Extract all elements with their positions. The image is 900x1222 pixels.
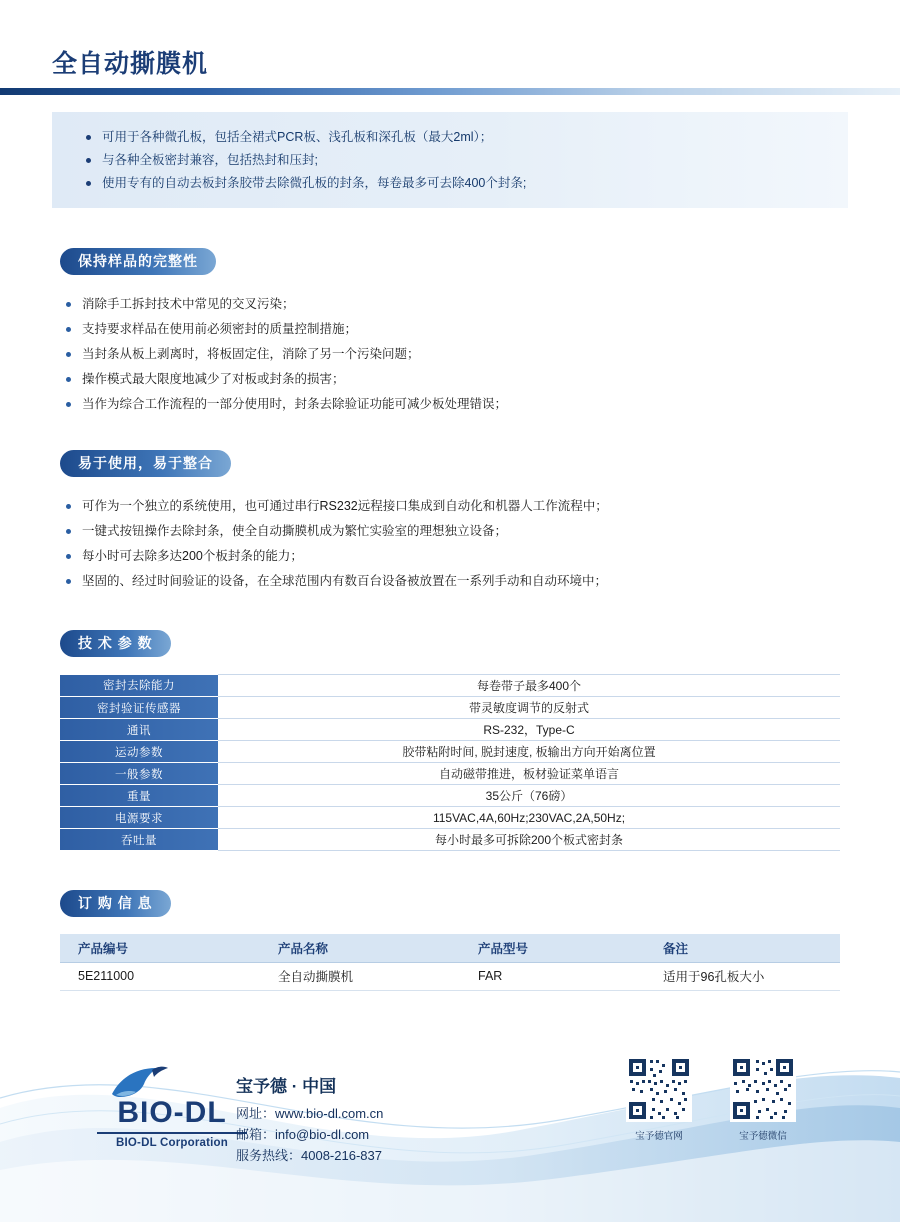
table-row bbox=[60, 962, 840, 990]
header-divider bbox=[0, 88, 900, 95]
column-header-product-model: 产品型号 bbox=[460, 934, 645, 962]
list-item: 当作为综合工作流程的一部分使用时，封条去除验证功能可减少板处理错误； bbox=[60, 392, 850, 417]
section-heading-integrity: 保持样品的完整性 bbox=[60, 248, 216, 275]
spec-key: 密封验证传感器 bbox=[60, 697, 218, 719]
spec-table bbox=[60, 674, 840, 851]
table-row bbox=[60, 763, 840, 785]
column-header-product-name: 产品名称 bbox=[260, 934, 460, 962]
column-header-remark: 备注 bbox=[645, 934, 840, 962]
table-row bbox=[60, 697, 840, 719]
contact-block bbox=[236, 1072, 383, 1166]
footer bbox=[0, 1038, 900, 1222]
table-row bbox=[60, 741, 840, 763]
list-item: 可用于各种微孔板，包括全裙式PCR板、浅孔板和深孔板（最大2ml）； bbox=[86, 126, 848, 149]
table-row bbox=[60, 785, 840, 807]
spec-value: 每小时最多可拆除200个板式密封条 bbox=[218, 829, 840, 851]
section-heading-order: 订 购 信 息 bbox=[60, 890, 171, 917]
qr-caption-wechat: 宝予德微信 bbox=[739, 1131, 787, 1142]
company-logo bbox=[92, 1096, 252, 1149]
spec-key: 一般参数 bbox=[60, 763, 218, 785]
company-hotline: 服务热线：4008-216-837 bbox=[236, 1148, 382, 1163]
company-email: 邮箱：info@bio-dl.com bbox=[236, 1127, 370, 1142]
table-row bbox=[60, 675, 840, 697]
spec-key: 电源要求 bbox=[60, 807, 218, 829]
spec-key: 密封去除能力 bbox=[60, 675, 218, 697]
list-item: 操作模式最大限度地减少了对板或封条的损害； bbox=[60, 367, 850, 392]
qr-caption-website: 宝予德官网 bbox=[635, 1131, 683, 1142]
table-row bbox=[60, 829, 840, 851]
section-heading-usability: 易于使用，易于整合 bbox=[60, 450, 231, 477]
spec-key: 吞吐量 bbox=[60, 829, 218, 851]
list-item: 每小时可去除多达200个板封条的能力； bbox=[60, 544, 850, 569]
table-row bbox=[60, 807, 840, 829]
section-list-usability bbox=[60, 494, 850, 594]
page-title: 全自动撕膜机 bbox=[52, 50, 209, 78]
section-heading-specs: 技 术 参 数 bbox=[60, 630, 171, 657]
spec-value: RS-232，Type-C bbox=[218, 719, 840, 741]
list-item: 消除手工拆封技术中常见的交叉污染； bbox=[60, 292, 850, 317]
list-item: 与各种全板密封兼容，包括热封和压封; bbox=[86, 149, 848, 172]
spec-value: 胶带粘附时间, 脱封速度, 板输出方向开始离位置 bbox=[218, 741, 840, 763]
dolphin-logo-icon bbox=[108, 1064, 170, 1100]
list-item: 支持要求样品在使用前必须密封的质量控制措施； bbox=[60, 317, 850, 342]
list-item: 当封条从板上剥离时，将板固定住，消除了另一个污染问题； bbox=[60, 342, 850, 367]
logo-wordmark: BIO-DL bbox=[117, 1096, 227, 1129]
spec-value: 35公斤（76磅） bbox=[218, 785, 840, 807]
qr-code-group bbox=[626, 1056, 836, 1142]
company-website: 网址：www.bio-dl.com.cn bbox=[236, 1106, 384, 1121]
spec-value: 带灵敏度调节的反射式 bbox=[218, 697, 840, 719]
logo-divider bbox=[97, 1132, 247, 1134]
table-header-row bbox=[60, 934, 840, 962]
spec-value: 自动磁带推进，板材验证菜单语言 bbox=[218, 763, 840, 785]
qr-code-website-icon bbox=[626, 1056, 692, 1122]
logo-subtitle: BIO-DL Corporation bbox=[116, 1137, 228, 1149]
intro-panel bbox=[52, 112, 848, 208]
cell-product-model: FAR bbox=[460, 962, 645, 990]
spec-value: 每卷带子最多400个 bbox=[218, 675, 840, 697]
cell-product-code: 5E211000 bbox=[60, 962, 260, 990]
qr-code-wechat-icon bbox=[730, 1056, 796, 1122]
cell-product-name: 全自动撕膜机 bbox=[260, 962, 460, 990]
qr-item-website bbox=[626, 1056, 692, 1142]
table-row bbox=[60, 719, 840, 741]
list-item: 可作为一个独立的系统使用，也可通过串行RS232远程接口集成到自动化和机器人工作流程中； bbox=[60, 494, 850, 519]
spec-key: 运动参数 bbox=[60, 741, 218, 763]
cell-remark: 适用于96孔板大小 bbox=[645, 962, 840, 990]
section-list-integrity bbox=[60, 292, 850, 417]
list-item: 使用专有的自动去板封条胶带去除微孔板的封条，每卷最多可去除400个封条; bbox=[86, 172, 848, 195]
qr-item-wechat bbox=[730, 1056, 796, 1142]
intro-list bbox=[52, 112, 848, 195]
spec-key: 重量 bbox=[60, 785, 218, 807]
list-item: 一键式按钮操作去除封条，使全自动撕膜机成为繁忙实验室的理想独立设备； bbox=[60, 519, 850, 544]
column-header-product-code: 产品编号 bbox=[60, 934, 260, 962]
list-item: 坚固的、经过时间验证的设备，在全球范围内有数百台设备被放置在一系列手动和自动环境中； bbox=[60, 569, 850, 594]
spec-key: 通讯 bbox=[60, 719, 218, 741]
order-table bbox=[60, 934, 840, 991]
company-name: 宝予德 · 中国 bbox=[236, 1077, 337, 1096]
spec-value: 115VAC,4A,60Hz;230VAC,2A,50Hz; bbox=[218, 807, 840, 829]
